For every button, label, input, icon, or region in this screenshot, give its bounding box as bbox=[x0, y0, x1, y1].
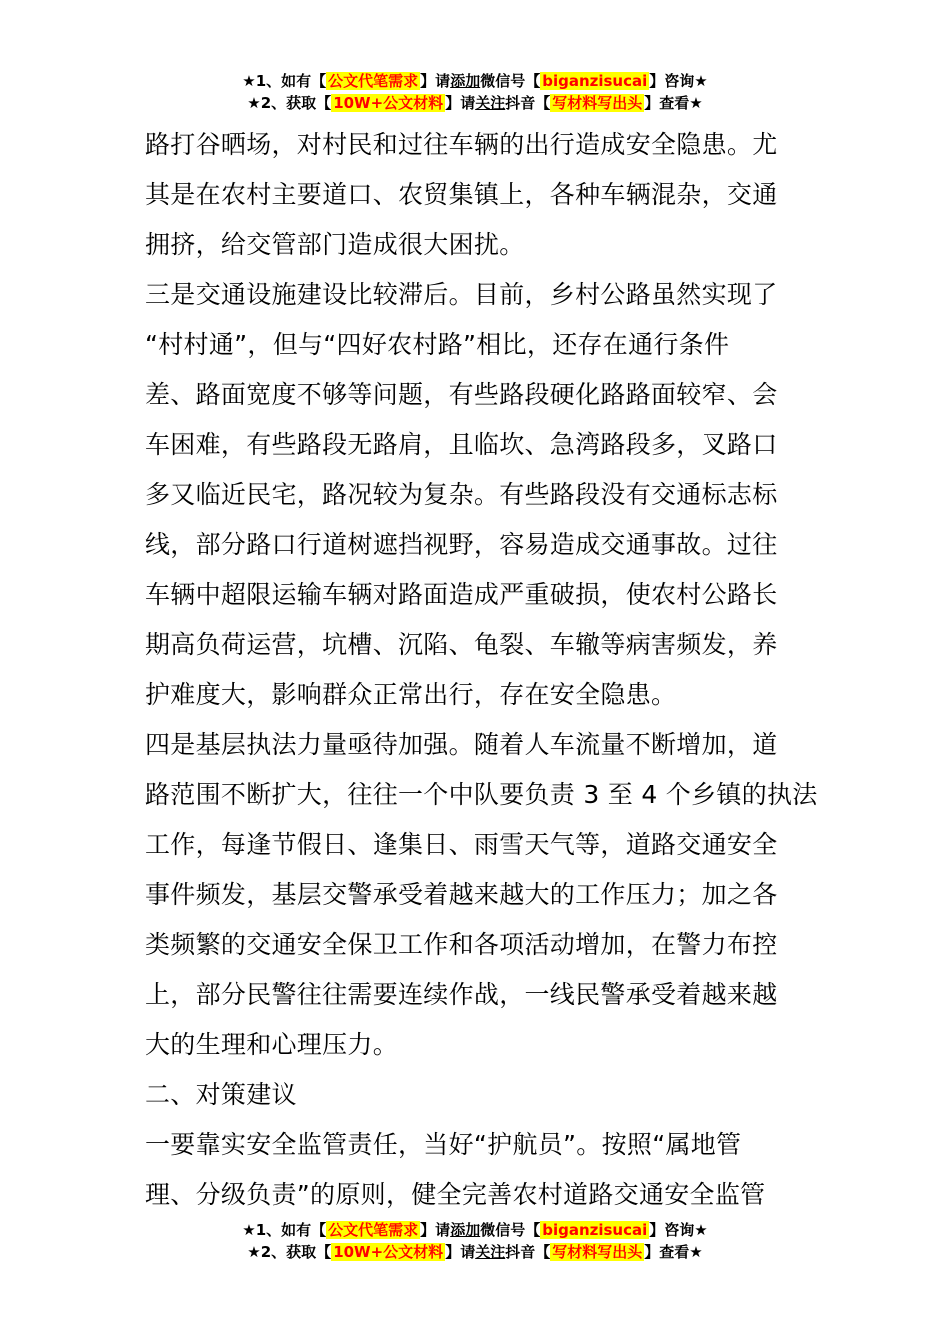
body-line: 路打谷晒场，对村民和过往车辆的出行造成安全隐患。尤 bbox=[145, 130, 778, 159]
body-line: 线，部分路口行道树遮挡视野，容易造成交通事故。过往 bbox=[145, 530, 778, 559]
banner-underlined-text: 添加 bbox=[450, 1221, 481, 1239]
body-line: “村村通”，但与“四好农村路”相比，还存在通行条件 bbox=[145, 330, 730, 359]
banner-text: 】查看★ bbox=[644, 1243, 703, 1261]
banner-text: ★2、获取【 bbox=[247, 1243, 332, 1261]
banner-underlined-text: 关注 bbox=[475, 94, 506, 112]
document-body bbox=[145, 120, 818, 1220]
banner-text: 】请 bbox=[420, 1221, 451, 1239]
footer-banner-line-2 bbox=[0, 1241, 950, 1263]
body-line: 其是在农村主要道口、农贸集镇上，各种车辆混杂，交通 bbox=[145, 180, 778, 209]
banner-highlight: 公文代笔需求 bbox=[328, 72, 419, 90]
banner-text: 抖音【 bbox=[505, 1243, 551, 1261]
banner-text: 】咨询★ bbox=[649, 72, 708, 90]
body-line: 一要靠实安全监管责任，当好“护航员”。按照“属地管 bbox=[145, 1130, 742, 1159]
body-line: 三是交通设施建设比较滞后。目前，乡村公路虽然实现了 bbox=[145, 280, 778, 309]
body-line: 事件频发，基层交警承受着越来越大的工作压力；加之各 bbox=[145, 880, 778, 909]
banner-text: 】请 bbox=[445, 94, 476, 112]
header-banner-line-1 bbox=[0, 70, 950, 92]
banner-highlight-douyin-id: 写材料写出头 bbox=[552, 1243, 643, 1261]
banner-text: ★1、如有【 bbox=[242, 72, 327, 90]
body-line: 路范围不断扩大，往往一个中队要负责 3 至 4 个乡镇的执法 bbox=[145, 780, 818, 809]
header-banner bbox=[0, 70, 950, 114]
banner-text: 微信号【 bbox=[480, 72, 541, 90]
body-line: 车辆中超限运输车辆对路面造成严重破损，使农村公路长 bbox=[145, 580, 778, 609]
banner-text: 】请 bbox=[420, 72, 451, 90]
body-line: 拥挤，给交管部门造成很大困扰。 bbox=[145, 230, 525, 259]
body-line: 车困难，有些路段无路肩，且临坎、急湾路段多，叉路口 bbox=[145, 430, 778, 459]
banner-underlined-text: 添加 bbox=[450, 72, 481, 90]
body-line: 护难度大，影响群众正常出行，存在安全隐患。 bbox=[145, 680, 677, 709]
header-banner-line-2 bbox=[0, 92, 950, 114]
body-line: 大的生理和心理压力。 bbox=[145, 1030, 399, 1059]
banner-underlined-text: 关注 bbox=[475, 1243, 506, 1261]
body-line: 期高负荷运营，坑槽、沉陷、龟裂、车辙等病害频发，养 bbox=[145, 630, 778, 659]
banner-text: ★2、获取【 bbox=[247, 94, 332, 112]
banner-text: 】查看★ bbox=[644, 94, 703, 112]
banner-highlight-wechat-id: biganzisucai bbox=[542, 1221, 648, 1239]
banner-text: 】咨询★ bbox=[649, 1221, 708, 1239]
banner-text: 微信号【 bbox=[480, 1221, 541, 1239]
banner-highlight-wechat-id: biganzisucai bbox=[542, 72, 648, 90]
banner-highlight-douyin-id: 写材料写出头 bbox=[552, 94, 643, 112]
banner-highlight: 10W+公文材料 bbox=[333, 94, 444, 112]
body-line: 理、分级负责”的原则，健全完善农村道路交通安全监管 bbox=[145, 1180, 766, 1209]
body-line: 差、路面宽度不够等问题，有些路段硬化路路面较窄、会 bbox=[145, 380, 778, 409]
body-line: 四是基层执法力量亟待加强。随着人车流量不断增加，道 bbox=[145, 730, 778, 759]
body-line: 多又临近民宅，路况较为复杂。有些路段没有交通标志标 bbox=[145, 480, 778, 509]
footer-banner-line-1 bbox=[0, 1219, 950, 1241]
body-line: 上，部分民警往往需要连续作战，一线民警承受着越来越 bbox=[145, 980, 778, 1009]
section-heading: 二、对策建议 bbox=[145, 1080, 297, 1109]
banner-text: 抖音【 bbox=[505, 94, 551, 112]
banner-text: 】请 bbox=[445, 1243, 476, 1261]
body-line: 类频繁的交通安全保卫工作和各项活动增加，在警力布控 bbox=[145, 930, 778, 959]
banner-text: ★1、如有【 bbox=[242, 1221, 327, 1239]
body-line: 工作，每逢节假日、逢集日、雨雪天气等，道路交通安全 bbox=[145, 830, 778, 859]
banner-highlight: 公文代笔需求 bbox=[328, 1221, 419, 1239]
footer-banner bbox=[0, 1219, 950, 1263]
banner-highlight: 10W+公文材料 bbox=[333, 1243, 444, 1261]
